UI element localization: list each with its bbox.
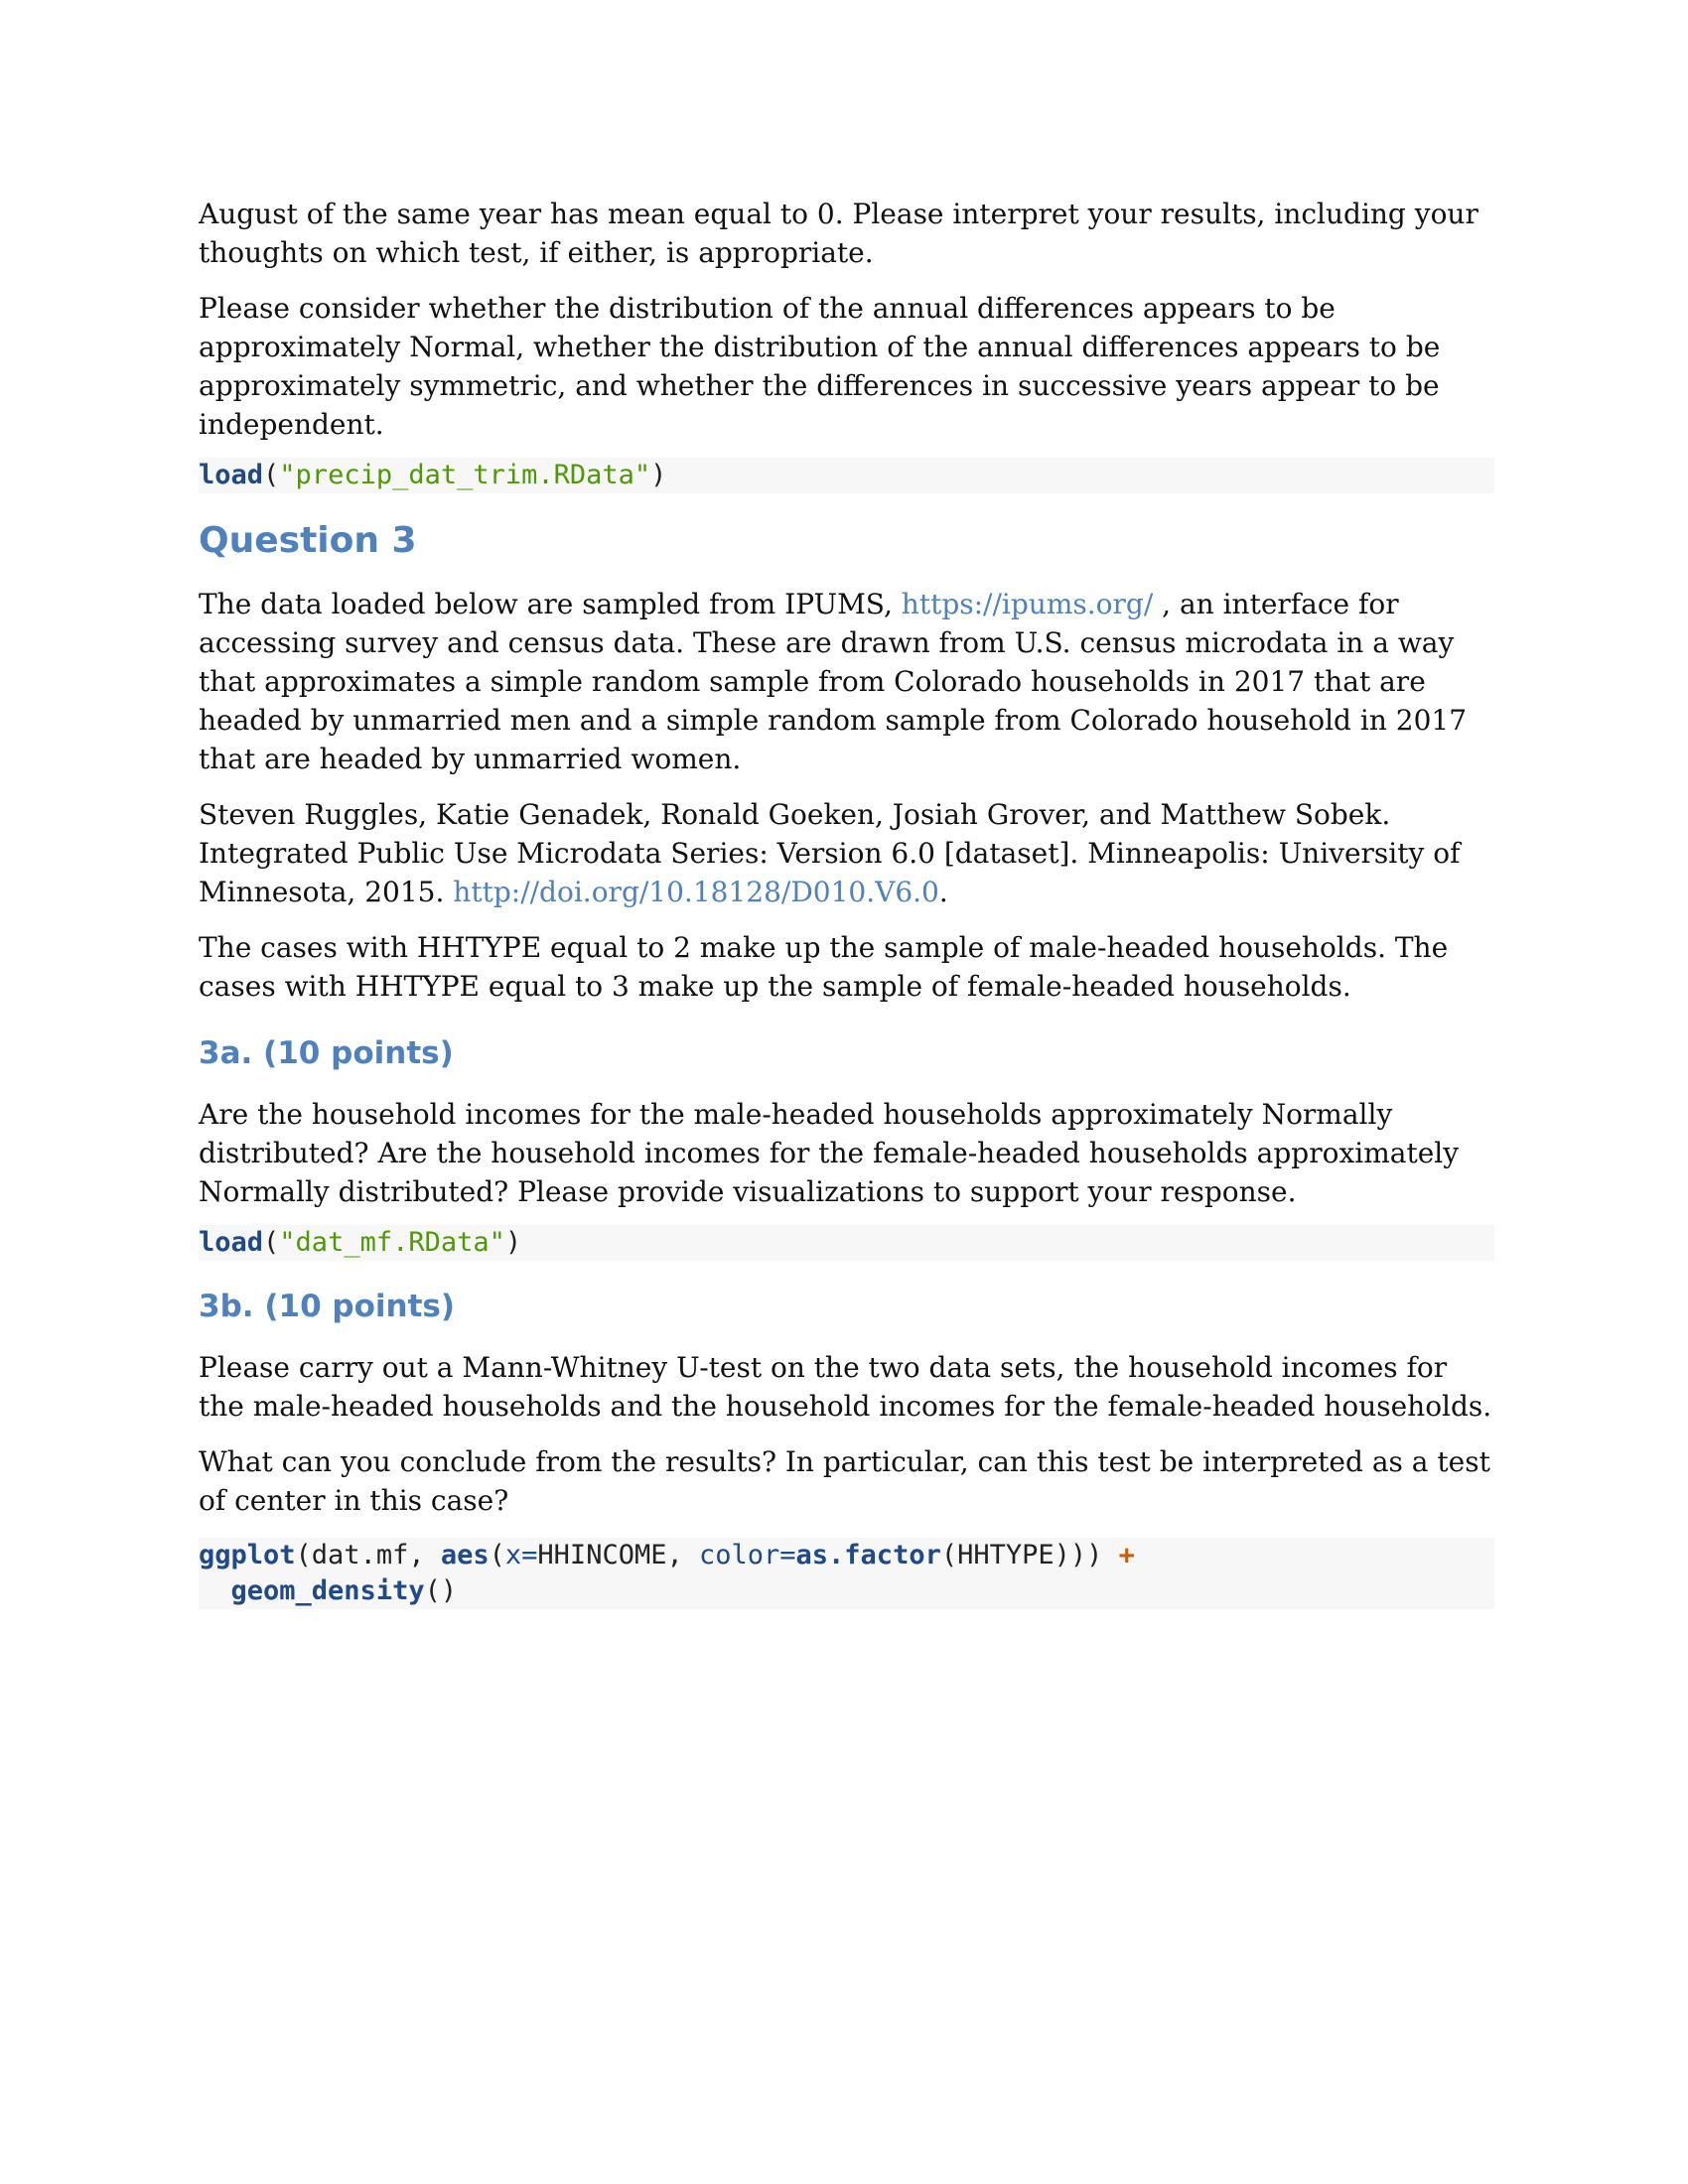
code-block-ggplot: ggplot(dat.mf, aes(x=HHINCOME, color=as.factor(HHTYPE))) + geom_density() <box>199 1538 1494 1609</box>
code-fn: aes <box>440 1540 490 1570</box>
document-page <box>199 195 1494 1609</box>
intro-paragraph-2: Please consider whether the distribution of the annual differences appears to be approximately Normal, whether the distribution of the annual differences appears to be approximately symmetric, and whether the differences in successive years appear to be independent. <box>199 292 1441 441</box>
code-fn: load <box>199 1227 264 1258</box>
code-paren: ( <box>263 460 280 490</box>
q3b-paragraph-2: What can you conclude from the results? In particular, can this test be interpreted as a test of center in this case? <box>199 1445 1490 1517</box>
code-fn: load <box>199 460 264 490</box>
q3b-heading: 3b. (10 points) <box>199 1289 456 1324</box>
code-arg: color= <box>698 1540 796 1570</box>
code-paren: ) <box>650 460 667 490</box>
code-paren: ) <box>504 1227 522 1258</box>
code-fn: ggplot <box>199 1540 296 1570</box>
doi-link[interactable]: http://doi.org/10.18128/D010.V6.0 <box>453 876 939 908</box>
code-string: "precip_dat_trim.RData" <box>279 460 651 490</box>
code-fn: as.factor <box>795 1540 941 1570</box>
code-operator: + <box>1118 1540 1135 1570</box>
code-arg: x= <box>504 1540 538 1570</box>
q3b-paragraph-1: Please carry out a Mann-Whitney U-test on the two data sets, the household incomes for the male-headed households and the household incomes for the female-headed households. <box>199 1351 1492 1423</box>
code-paren: ( <box>263 1227 280 1258</box>
code-block-load-precip <box>199 458 1494 493</box>
question-3-heading: Question 3 <box>199 520 417 561</box>
code-fn: geom_density <box>230 1575 425 1606</box>
q3a-heading: 3a. (10 points) <box>199 1035 454 1071</box>
code-block-load-dat-mf <box>199 1225 1494 1261</box>
intro-paragraph-1: August of the same year has mean equal to 0. Please interpret your results, including your thoughts on which test, if either, is appropriate. <box>199 198 1478 269</box>
q3a-paragraph: Are the household incomes for the male-headed households approximately Normally distributed? Are the household incomes for the female-headed households approximately Normally distributed? Please provide visualizations to support your response. <box>199 1098 1460 1208</box>
code-string: "dat_mf.RData" <box>279 1227 505 1258</box>
question-3-paragraph-3: The cases with HHTYPE equal to 2 make up the sample of male-headed households. The cases with HHTYPE equal to 3 make up the sample of female-headed households. <box>199 931 1449 1003</box>
question-3-paragraph-1: The data loaded below are sampled from IPUMS, https://ipums.org/ , an interface for accessing survey and census data. These are drawn from U.S. census microdata in a way that approximates a simple random sample from Colorado households in 2017 that are headed by unmarried men and a simple random sample from Colorado household in 2017 that are headed by unmarried women. <box>199 588 1468 775</box>
ipums-link[interactable]: https://ipums.org/ <box>901 588 1154 620</box>
question-3-citation: Steven Ruggles, Katie Genadek, Ronald Goeken, Josiah Grover, and Matthew Sobek. Integrated Public Use Microdata Series: Version 6.0 [dataset]. Minneapolis: University of Minnesota, 2015. http://doi.org/10.18128/D010.V6.0. <box>199 798 1461 908</box>
